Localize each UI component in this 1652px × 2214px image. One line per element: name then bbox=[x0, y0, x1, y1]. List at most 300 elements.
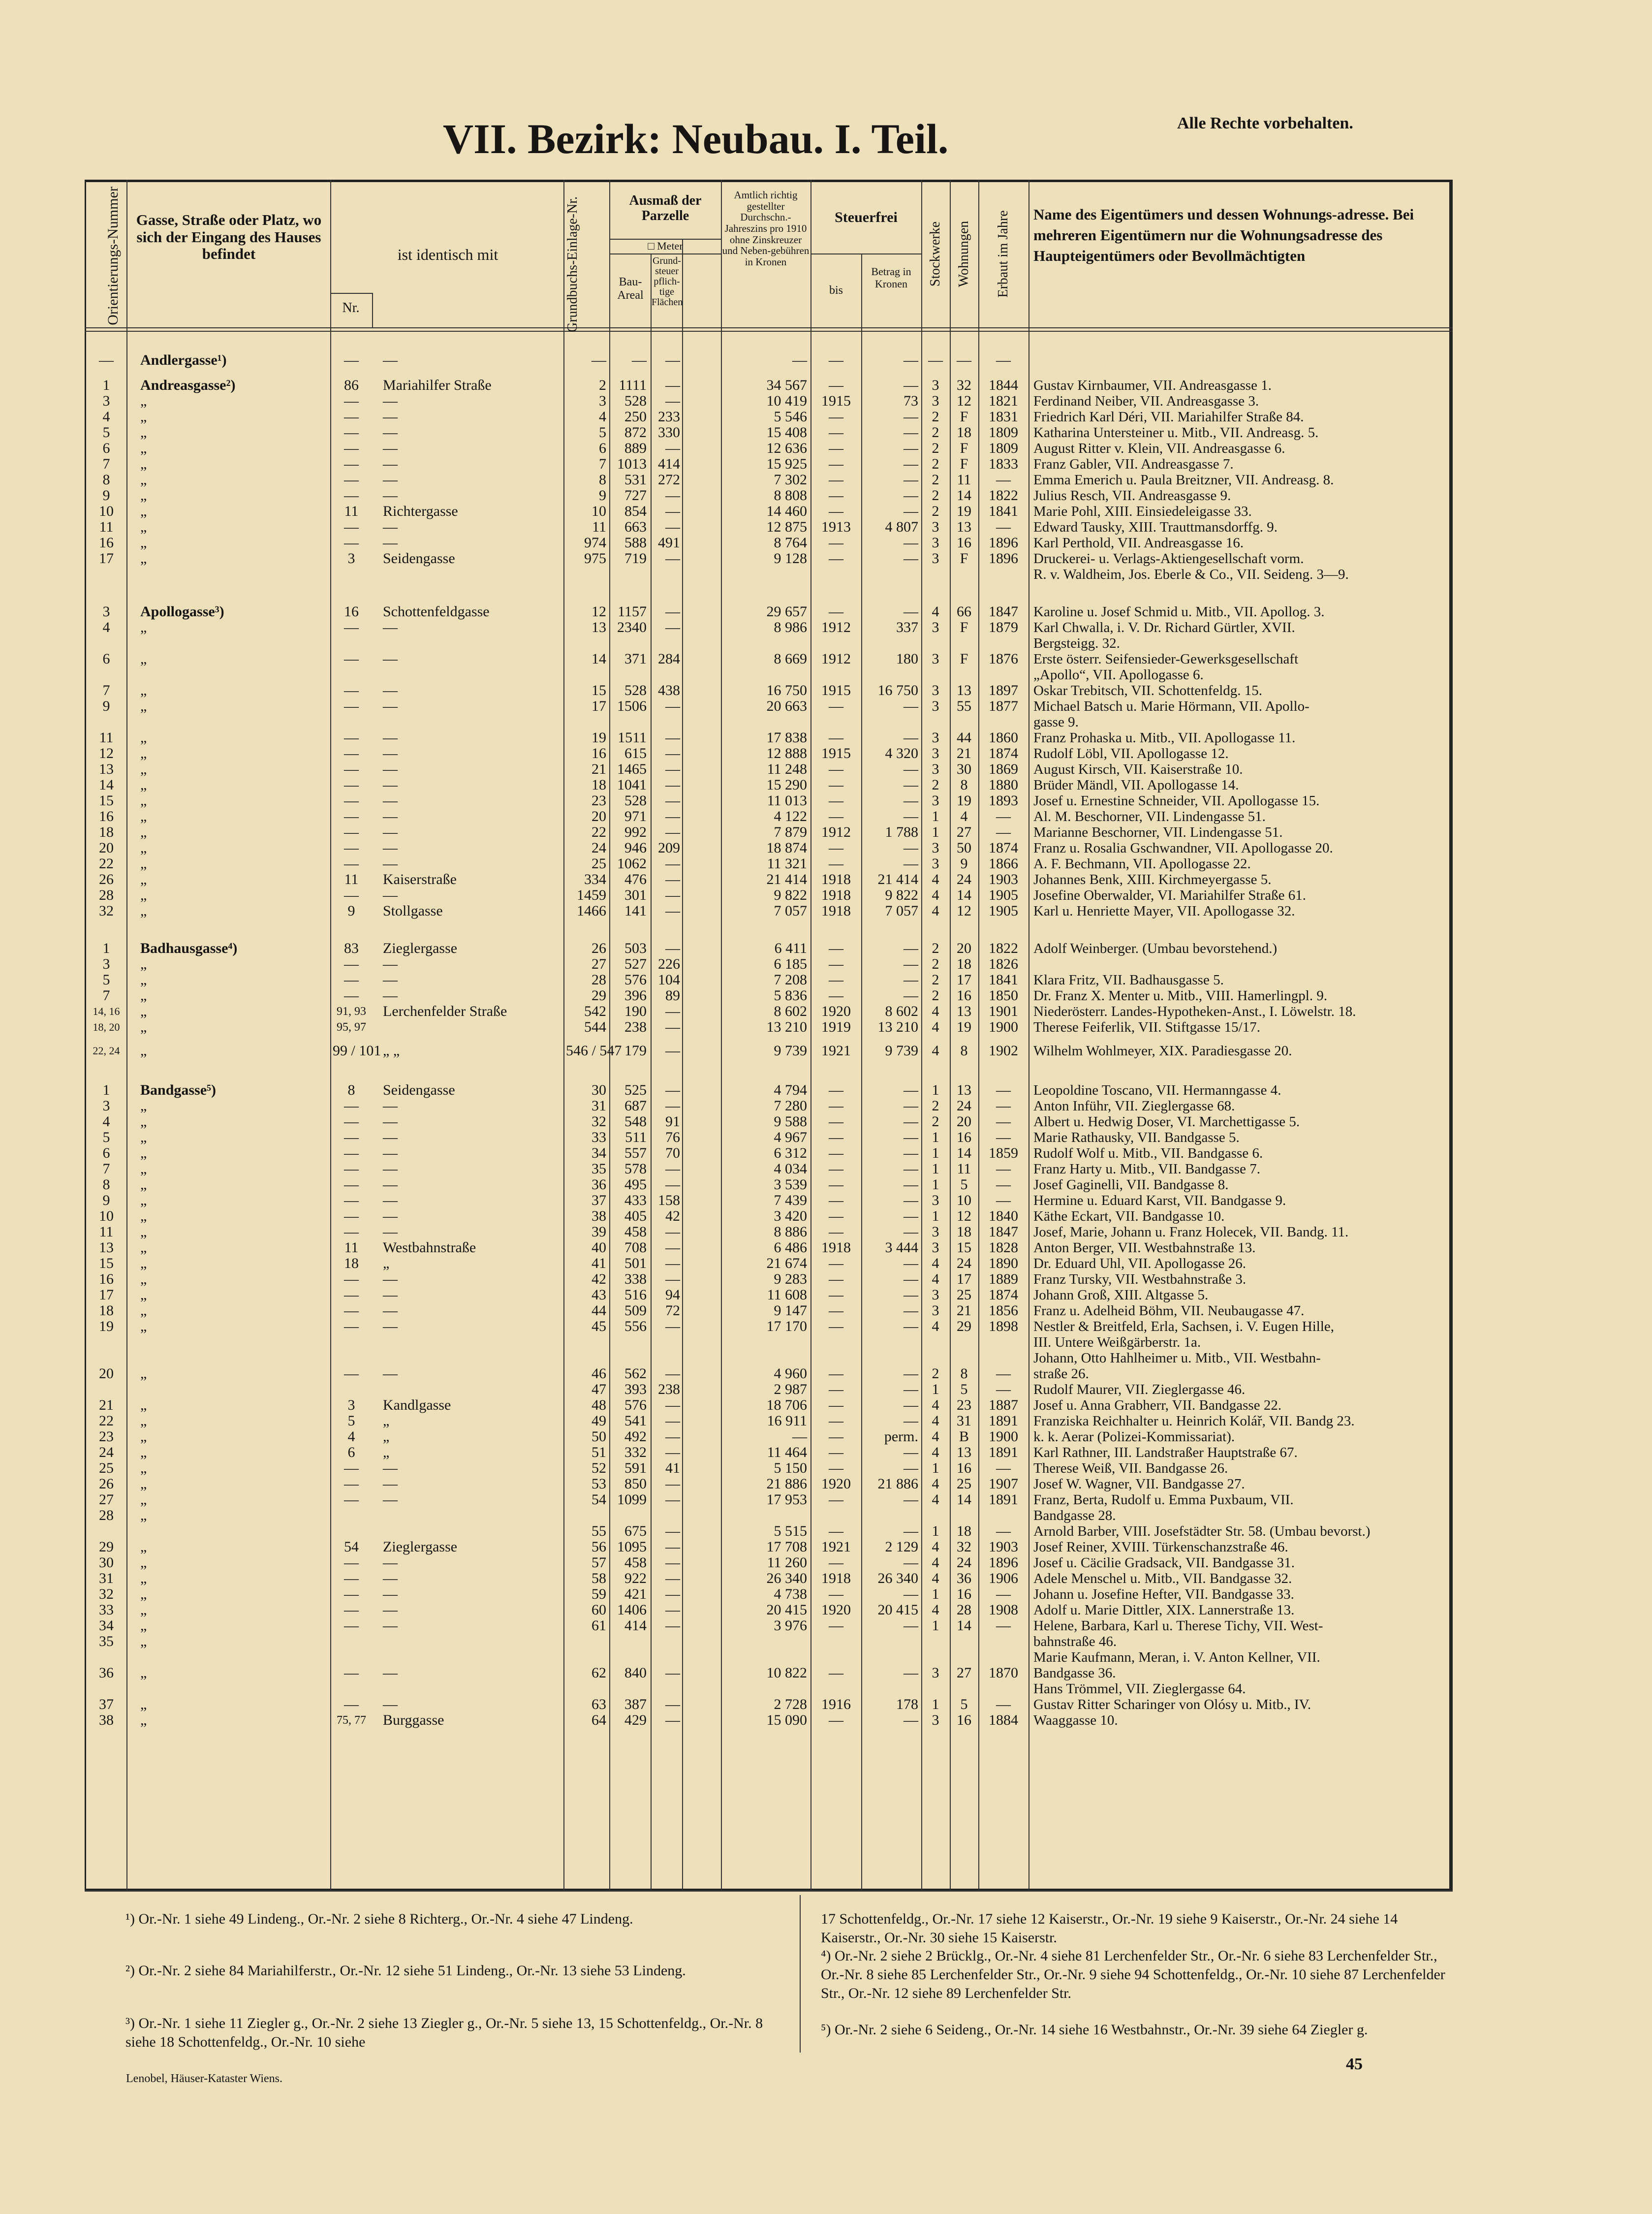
cell-bis: — bbox=[829, 1145, 843, 1161]
cell-owner: R. v. Waldheim, Jos. Eberle & Co., VII. Seideng. 3—9. bbox=[1033, 567, 1349, 582]
cell-nr: 16 bbox=[344, 603, 359, 620]
cell-street: Apollogasse³) bbox=[140, 603, 224, 620]
cell-bis: 1918 bbox=[821, 903, 851, 919]
cell-grundsteuer: — bbox=[665, 855, 680, 872]
cell-jahreszins: 5 150 bbox=[774, 1460, 807, 1476]
cell-wohnungen: 13 bbox=[957, 682, 971, 698]
cell-betrag: — bbox=[904, 1712, 918, 1728]
cell-orient: 32 bbox=[99, 1586, 114, 1602]
cell-wohnungen: 13 bbox=[957, 1003, 971, 1019]
cell-grundbuch: 49 bbox=[592, 1413, 606, 1429]
cell-bis: — bbox=[829, 1617, 843, 1634]
cell-jahreszins: 4 960 bbox=[774, 1365, 807, 1382]
cell-wohnungen: B bbox=[959, 1428, 969, 1445]
cell-orient: 22, 24 bbox=[93, 1044, 120, 1057]
cell-bauareal: 141 bbox=[624, 903, 647, 919]
column-divider bbox=[609, 180, 610, 1890]
header-rule bbox=[85, 327, 1453, 328]
cell-orient: 19 bbox=[99, 1318, 114, 1334]
cell-bauareal: 992 bbox=[624, 824, 647, 840]
cell-erbaut: 1874 bbox=[989, 1287, 1018, 1303]
cell-orient: 24 bbox=[99, 1444, 114, 1460]
cell-owner: Hans Trömmel, VII. Zieglergasse 64. bbox=[1033, 1681, 1246, 1697]
cell-bis: — bbox=[829, 550, 843, 567]
cell-orient: 7 bbox=[102, 456, 110, 472]
cell-bis: 1912 bbox=[821, 824, 851, 840]
cell-wohnungen: 14 bbox=[957, 1491, 971, 1508]
cell-bauareal: 503 bbox=[624, 940, 647, 956]
cell-owner: bahnstraße 46. bbox=[1033, 1634, 1117, 1649]
cell-betrag: — bbox=[904, 1554, 918, 1571]
cell-erbaut: 1905 bbox=[989, 887, 1018, 903]
cell-bauareal: 1406 bbox=[617, 1602, 647, 1618]
footnote-4: ⁴) Or.-Nr. 2 siehe 2 Brücklg., Or.-Nr. 4 siehe 81 Lerchenfelder Str., Or.-Nr. 6 siehe 83 Lerchenfelder Str., Or.-Nr. 8 siehe 85 Lerchenfelder Str., Or.-Nr. 9 siehe 94 Schottenfeldg., Or.-Nr. 10 siehe 87 Lerchenfelder Str., Or.-Nr. 12 siehe 89 Lerchenfelder Str. bbox=[821, 1948, 1445, 2001]
cell-bauareal: 719 bbox=[624, 550, 647, 567]
cell-jahreszins: 5 836 bbox=[774, 987, 807, 1004]
cell-stockwerke: 1 bbox=[932, 1208, 939, 1224]
cell-betrag: — bbox=[904, 1617, 918, 1634]
cell-stockwerke: 2 bbox=[932, 777, 939, 793]
cell-identical: — bbox=[383, 1460, 398, 1476]
cell-identical: — bbox=[383, 472, 398, 488]
cell-erbaut: 1831 bbox=[989, 409, 1018, 425]
cell-street: „ bbox=[140, 1176, 147, 1193]
cell-owner: Klara Fritz, VII. Badhausgasse 5. bbox=[1033, 972, 1224, 988]
cell-stockwerke: 3 bbox=[932, 1302, 939, 1319]
cell-grundsteuer: 94 bbox=[665, 1287, 680, 1303]
cell-betrag: — bbox=[904, 1302, 918, 1319]
cell-betrag: — bbox=[904, 1176, 918, 1193]
cell-orient: 6 bbox=[102, 440, 110, 456]
cell-stockwerke: 3 bbox=[932, 792, 939, 809]
cell-bauareal: 615 bbox=[624, 745, 647, 761]
cell-street: „ bbox=[140, 440, 147, 456]
cell-owner: Rudolf Maurer, VII. Zieglergasse 46. bbox=[1033, 1382, 1246, 1397]
cell-betrag: — bbox=[904, 1397, 918, 1413]
cell-grundbuch: 60 bbox=[592, 1602, 606, 1618]
cell-identical: „ bbox=[383, 1413, 390, 1429]
cell-nr: 11 bbox=[344, 503, 359, 519]
cell-jahreszins: 18 874 bbox=[766, 840, 807, 856]
cell-bauareal: 557 bbox=[624, 1145, 647, 1161]
cell-orient: 1 bbox=[102, 1082, 110, 1098]
footnote-rule bbox=[85, 1890, 1453, 1892]
cell-jahreszins: 2 987 bbox=[774, 1381, 807, 1397]
cell-identical: Richtergasse bbox=[383, 503, 458, 519]
cell-betrag: — bbox=[904, 987, 918, 1004]
cell-stockwerke: 4 bbox=[932, 1539, 939, 1555]
cell-owner: Franz u. Adelheid Böhm, VII. Neubaugasse 47. bbox=[1033, 1303, 1305, 1319]
cell-bis: — bbox=[829, 1491, 843, 1508]
cell-jahreszins: 5 515 bbox=[774, 1523, 807, 1539]
header-ausmass: Ausmaß der Parzelle bbox=[629, 193, 702, 224]
cell-grundsteuer: — bbox=[665, 1082, 680, 1098]
cell-orient: 1 bbox=[102, 377, 110, 393]
cell-grundbuch: 40 bbox=[592, 1239, 606, 1256]
cell-jahreszins: 11 321 bbox=[767, 855, 807, 872]
cell-grundbuch: 45 bbox=[592, 1318, 606, 1334]
cell-street: „ bbox=[140, 472, 147, 488]
cell-stockwerke: 3 bbox=[932, 1192, 939, 1208]
cell-betrag: 8 602 bbox=[885, 1003, 918, 1019]
header-steuerfrei: Steuerfrei bbox=[835, 209, 898, 225]
cell-orient: 3 bbox=[102, 603, 110, 620]
cell-street: „ bbox=[140, 1208, 147, 1224]
cell-stockwerke: 3 bbox=[932, 840, 939, 856]
cell-bauareal: 433 bbox=[624, 1192, 647, 1208]
cell-bauareal: 1511 bbox=[618, 729, 647, 746]
cell-stockwerke: 2 bbox=[932, 1098, 939, 1114]
cell-nr: — bbox=[344, 619, 359, 635]
cell-grundbuch: 35 bbox=[592, 1161, 606, 1177]
cell-wohnungen: 5 bbox=[960, 1176, 968, 1193]
cell-grundsteuer: 104 bbox=[658, 972, 680, 988]
cell-owner: Julius Resch, VII. Andreasgasse 9. bbox=[1033, 488, 1231, 504]
cell-bauareal: 854 bbox=[624, 503, 647, 519]
cell-betrag: 2 129 bbox=[885, 1539, 918, 1555]
cell-stockwerke: 3 bbox=[932, 535, 939, 551]
cell-identical: — bbox=[383, 1176, 398, 1193]
cell-identical: — bbox=[383, 519, 398, 535]
cell-orient: 15 bbox=[99, 792, 114, 809]
cell-bauareal: 576 bbox=[624, 972, 647, 988]
header-rule bbox=[609, 253, 721, 254]
cell-erbaut: — bbox=[996, 1586, 1011, 1602]
cell-grundsteuer: — bbox=[665, 1239, 680, 1256]
cell-nr: — bbox=[344, 698, 359, 714]
cell-jahreszins: 11 260 bbox=[767, 1554, 807, 1571]
cell-identical: — bbox=[383, 1098, 398, 1114]
cell-street: Andlergasse¹) bbox=[140, 352, 227, 368]
cell-orient: 29 bbox=[99, 1539, 114, 1555]
cell-wohnungen: 16 bbox=[957, 1712, 971, 1728]
cell-erbaut: 1844 bbox=[989, 377, 1018, 393]
cell-stockwerke: 4 bbox=[932, 1271, 939, 1287]
cell-grundsteuer: — bbox=[665, 1365, 680, 1382]
cell-nr: — bbox=[344, 1145, 359, 1161]
cell-nr: 5 bbox=[347, 1413, 355, 1429]
cell-grundbuch: 32 bbox=[592, 1113, 606, 1130]
cell-identical: Stollgasse bbox=[383, 903, 443, 919]
cell-jahreszins: 8 602 bbox=[774, 1003, 807, 1019]
cell-grundsteuer: — bbox=[665, 1318, 680, 1334]
cell-stockwerke: 2 bbox=[932, 940, 939, 956]
cell-orient: 8 bbox=[102, 472, 110, 488]
cell-erbaut: 1880 bbox=[989, 777, 1018, 793]
cell-jahreszins: 6 185 bbox=[774, 956, 807, 972]
cell-nr: 86 bbox=[344, 377, 359, 393]
cell-nr: — bbox=[344, 1224, 359, 1240]
cell-erbaut: 1874 bbox=[989, 840, 1018, 856]
cell-street: „ bbox=[140, 729, 147, 746]
cell-bauareal: 509 bbox=[624, 1302, 647, 1319]
header-nr: Nr. bbox=[342, 300, 360, 316]
cell-wohnungen: 14 bbox=[957, 1617, 971, 1634]
cell-erbaut: 1856 bbox=[989, 1302, 1018, 1319]
cell-wohnungen: 55 bbox=[957, 698, 971, 714]
cell-owner: Josef Reiner, XVIII. Türkenschanzstraße 46. bbox=[1033, 1539, 1288, 1555]
cell-betrag: — bbox=[904, 1381, 918, 1397]
cell-grundbuch: 7 bbox=[599, 456, 606, 472]
cell-wohnungen: 11 bbox=[957, 1161, 971, 1177]
cell-owner: Adele Menschel u. Mitb., VII. Bandgasse 32. bbox=[1033, 1571, 1292, 1586]
cell-street: „ bbox=[140, 1287, 147, 1303]
cell-wohnungen: 9 bbox=[960, 855, 968, 872]
cell-bauareal: 179 bbox=[624, 1043, 647, 1059]
cell-grundbuch: 25 bbox=[592, 855, 606, 872]
cell-betrag: — bbox=[904, 1413, 918, 1429]
cell-grundsteuer: — bbox=[665, 603, 680, 620]
cell-grundbuch: 15 bbox=[592, 682, 606, 698]
cell-stockwerke: 3 bbox=[932, 550, 939, 567]
cell-owner: Al. M. Beschorner, VII. Lindengasse 51. bbox=[1033, 809, 1266, 824]
cell-owner: Dr. Eduard Uhl, VII. Apollogasse 26. bbox=[1033, 1256, 1246, 1271]
cell-grundbuch: 47 bbox=[592, 1381, 606, 1397]
cell-wohnungen: 16 bbox=[957, 987, 971, 1004]
cell-grundbuch: 38 bbox=[592, 1208, 606, 1224]
cell-grundsteuer: — bbox=[665, 377, 680, 393]
cell-bauareal: 562 bbox=[624, 1365, 647, 1382]
cell-owner: Marie Rathausky, VII. Bandgasse 5. bbox=[1033, 1130, 1240, 1145]
cell-betrag: 180 bbox=[896, 651, 918, 667]
cell-betrag: — bbox=[904, 1444, 918, 1460]
cell-orient: 31 bbox=[99, 1570, 114, 1586]
cell-bauareal: 578 bbox=[624, 1161, 647, 1177]
cell-erbaut: 1901 bbox=[989, 1003, 1018, 1019]
cell-erbaut: 1860 bbox=[989, 729, 1018, 746]
cell-nr: — bbox=[344, 1365, 359, 1382]
cell-identical: — bbox=[383, 651, 398, 667]
cell-jahreszins: 4 738 bbox=[774, 1586, 807, 1602]
cell-nr: — bbox=[344, 808, 359, 824]
cell-orient: 38 bbox=[99, 1712, 114, 1728]
cell-orient: 5 bbox=[102, 972, 110, 988]
cell-bis: — bbox=[829, 808, 843, 824]
cell-grundbuch: 52 bbox=[592, 1460, 606, 1476]
cell-stockwerke: 2 bbox=[932, 440, 939, 456]
cell-nr: — bbox=[344, 440, 359, 456]
cell-bauareal: 495 bbox=[624, 1176, 647, 1193]
cell-grundsteuer: 158 bbox=[658, 1192, 680, 1208]
cell-wohnungen: 17 bbox=[957, 972, 971, 988]
cell-betrag: 16 750 bbox=[877, 682, 918, 698]
cell-bauareal: 396 bbox=[624, 987, 647, 1004]
cell-street: „ bbox=[140, 777, 147, 793]
cell-bauareal: 421 bbox=[624, 1586, 647, 1602]
cell-grundbuch: — bbox=[592, 352, 606, 368]
cell-nr: — bbox=[344, 1602, 359, 1618]
cell-grundbuch: 50 bbox=[592, 1428, 606, 1445]
cell-orient: 15 bbox=[99, 1255, 114, 1271]
cell-erbaut: 1828 bbox=[989, 1239, 1018, 1256]
cell-betrag: 9 739 bbox=[885, 1043, 918, 1059]
cell-bauareal: 250 bbox=[624, 409, 647, 425]
cell-orient: 25 bbox=[99, 1460, 114, 1476]
cell-wohnungen: 8 bbox=[960, 1043, 968, 1059]
cell-owner: Niederösterr. Landes-Hypotheken-Anst., I. Löwelstr. 18. bbox=[1033, 1004, 1356, 1019]
cell-identical: — bbox=[383, 1586, 398, 1602]
cell-grundsteuer: — bbox=[665, 1665, 680, 1681]
cell-street: „ bbox=[140, 1665, 147, 1681]
cell-betrag: — bbox=[904, 956, 918, 972]
cell-bis: — bbox=[829, 1428, 843, 1445]
column-divider bbox=[651, 253, 652, 1890]
cell-jahreszins: 14 460 bbox=[766, 503, 807, 519]
cell-identical: Burggasse bbox=[383, 1712, 444, 1728]
cell-stockwerke: 2 bbox=[932, 472, 939, 488]
cell-orient: 18 bbox=[99, 824, 114, 840]
cell-grundbuch: 16 bbox=[592, 745, 606, 761]
cell-bis: — bbox=[829, 840, 843, 856]
cell-owner: Anton Berger, VII. Westbahnstraße 13. bbox=[1033, 1240, 1256, 1256]
cell-betrag: 7 057 bbox=[885, 903, 918, 919]
cell-erbaut: — bbox=[996, 352, 1011, 368]
cell-jahreszins: 11 013 bbox=[767, 792, 807, 809]
cell-owner: Michael Batsch u. Marie Hörmann, VII. Apollo- bbox=[1033, 698, 1309, 714]
cell-street: „ bbox=[140, 1712, 147, 1728]
cell-bis: — bbox=[829, 1460, 843, 1476]
cell-orient: 5 bbox=[102, 424, 110, 441]
cell-grundbuch: 57 bbox=[592, 1554, 606, 1571]
cell-owner: Josef u. Anna Grabherr, VII. Bandgasse 22. bbox=[1033, 1397, 1282, 1413]
cell-betrag: — bbox=[904, 603, 918, 620]
cell-grundbuch: 3 bbox=[599, 393, 606, 409]
cell-orient: 27 bbox=[99, 1491, 114, 1508]
cell-owner: Dr. Franz X. Menter u. Mitb., VIII. Hamerlingpl. 9. bbox=[1033, 988, 1328, 1004]
cell-orient: 35 bbox=[99, 1633, 114, 1649]
cell-street: „ bbox=[140, 761, 147, 777]
cell-wohnungen: 5 bbox=[960, 1381, 968, 1397]
cell-erbaut: — bbox=[996, 1176, 1011, 1193]
cell-wohnungen: 4 bbox=[960, 808, 968, 824]
cell-identical: — bbox=[383, 987, 398, 1004]
cell-erbaut: 1905 bbox=[989, 903, 1018, 919]
cell-orient: 11 bbox=[99, 519, 114, 535]
cell-betrag: — bbox=[904, 472, 918, 488]
cell-identical: — bbox=[383, 761, 398, 777]
cell-owner: Rudolf Wolf u. Mitb., VII. Bandgasse 6. bbox=[1033, 1145, 1263, 1161]
footnote-divider bbox=[800, 1895, 801, 2053]
cell-stockwerke: 2 bbox=[932, 1365, 939, 1382]
cell-bauareal: 889 bbox=[624, 440, 647, 456]
cell-street: „ bbox=[140, 1318, 147, 1334]
cell-identical: — bbox=[383, 840, 398, 856]
cell-grundsteuer: 89 bbox=[665, 987, 680, 1004]
cell-jahreszins: 4 122 bbox=[774, 808, 807, 824]
cell-wohnungen: 11 bbox=[957, 472, 971, 488]
cell-stockwerke: 1 bbox=[932, 824, 939, 840]
cell-jahreszins: 26 340 bbox=[766, 1570, 807, 1586]
cell-owner: Therese Weiß, VII. Bandgasse 26. bbox=[1033, 1460, 1228, 1476]
cell-jahreszins: 2 728 bbox=[774, 1696, 807, 1712]
cell-identical: „ bbox=[383, 1255, 390, 1271]
cell-identical: — bbox=[383, 1602, 398, 1618]
cell-betrag: 13 210 bbox=[877, 1019, 918, 1035]
cell-bis: 1915 bbox=[821, 393, 851, 409]
header-betrag: Betrag in Kronen bbox=[871, 265, 911, 290]
cell-orient: 33 bbox=[99, 1602, 114, 1618]
cell-identical: — bbox=[383, 1554, 398, 1571]
cell-nr: — bbox=[344, 792, 359, 809]
cell-grundsteuer: — bbox=[665, 698, 680, 714]
cell-jahreszins: — bbox=[792, 1428, 807, 1445]
cell-nr: — bbox=[344, 472, 359, 488]
cell-erbaut: 1876 bbox=[989, 651, 1018, 667]
cell-orient: 23 bbox=[99, 1428, 114, 1445]
cell-stockwerke: 1 bbox=[932, 1523, 939, 1539]
cell-grundbuch: 334 bbox=[584, 871, 606, 887]
cell-street: „ bbox=[140, 1586, 147, 1602]
cell-owner: Rudolf Löbl, VII. Apollogasse 12. bbox=[1033, 746, 1229, 761]
cell-betrag: — bbox=[904, 1318, 918, 1334]
column-divider bbox=[563, 180, 564, 1890]
cell-wohnungen: F bbox=[960, 440, 968, 456]
cell-betrag: — bbox=[904, 456, 918, 472]
cell-grundsteuer: — bbox=[665, 1586, 680, 1602]
cell-owner: k. k. Aerar (Polizei-Kommissariat). bbox=[1033, 1429, 1235, 1445]
cell-jahreszins: 7 879 bbox=[774, 824, 807, 840]
cell-street: „ bbox=[140, 651, 147, 667]
cell-nr: — bbox=[344, 1098, 359, 1114]
cell-betrag: — bbox=[904, 550, 918, 567]
cell-bis: — bbox=[829, 1113, 843, 1130]
cell-betrag: — bbox=[904, 777, 918, 793]
cell-wohnungen: F bbox=[960, 550, 968, 567]
cell-wohnungen: F bbox=[960, 619, 968, 635]
cell-grundsteuer: — bbox=[665, 1176, 680, 1193]
column-divider bbox=[721, 180, 722, 1890]
cell-grundbuch: 542 bbox=[584, 1003, 606, 1019]
cell-erbaut: — bbox=[996, 1129, 1011, 1145]
cell-betrag: 9 822 bbox=[885, 887, 918, 903]
cell-jahreszins: 20 663 bbox=[766, 698, 807, 714]
cell-bis: — bbox=[829, 1365, 843, 1382]
cell-betrag: — bbox=[904, 1208, 918, 1224]
cell-grundsteuer: — bbox=[665, 1271, 680, 1287]
cell-wohnungen: 19 bbox=[957, 792, 971, 809]
cell-stockwerke: 2 bbox=[932, 956, 939, 972]
cell-street: „ bbox=[140, 824, 147, 840]
cell-owner: Josef u. Cäcilie Gradsack, VII. Bandgasse 31. bbox=[1033, 1555, 1295, 1571]
cell-street: „ bbox=[140, 619, 147, 635]
cell-stockwerke: 2 bbox=[932, 972, 939, 988]
cell-wohnungen: 25 bbox=[957, 1476, 971, 1492]
cell-stockwerke: 4 bbox=[932, 1003, 939, 1019]
cell-erbaut: 1879 bbox=[989, 619, 1018, 635]
cell-betrag: — bbox=[904, 1113, 918, 1130]
cell-jahreszins: 3 976 bbox=[774, 1617, 807, 1634]
cell-wohnungen: 25 bbox=[957, 1287, 971, 1303]
cell-bauareal: 190 bbox=[624, 1003, 647, 1019]
cell-erbaut: 1833 bbox=[989, 456, 1018, 472]
cell-bis: 1913 bbox=[821, 519, 851, 535]
cell-stockwerke: 2 bbox=[932, 487, 939, 504]
header-rule bbox=[85, 331, 1453, 332]
cell-grundsteuer: — bbox=[665, 871, 680, 887]
cell-grundsteuer: — bbox=[665, 1003, 680, 1019]
cell-identical: — bbox=[383, 729, 398, 746]
cell-grundbuch: 17 bbox=[592, 698, 606, 714]
cell-erbaut: 1874 bbox=[989, 745, 1018, 761]
cell-grundbuch: 975 bbox=[584, 550, 606, 567]
column-divider bbox=[330, 180, 331, 1890]
cell-grundsteuer: — bbox=[665, 761, 680, 777]
cell-erbaut: 1890 bbox=[989, 1255, 1018, 1271]
cell-grundbuch: 28 bbox=[592, 972, 606, 988]
cell-grundbuch: 6 bbox=[599, 440, 606, 456]
cell-grundsteuer: 238 bbox=[658, 1381, 680, 1397]
cell-grundsteuer: — bbox=[665, 777, 680, 793]
